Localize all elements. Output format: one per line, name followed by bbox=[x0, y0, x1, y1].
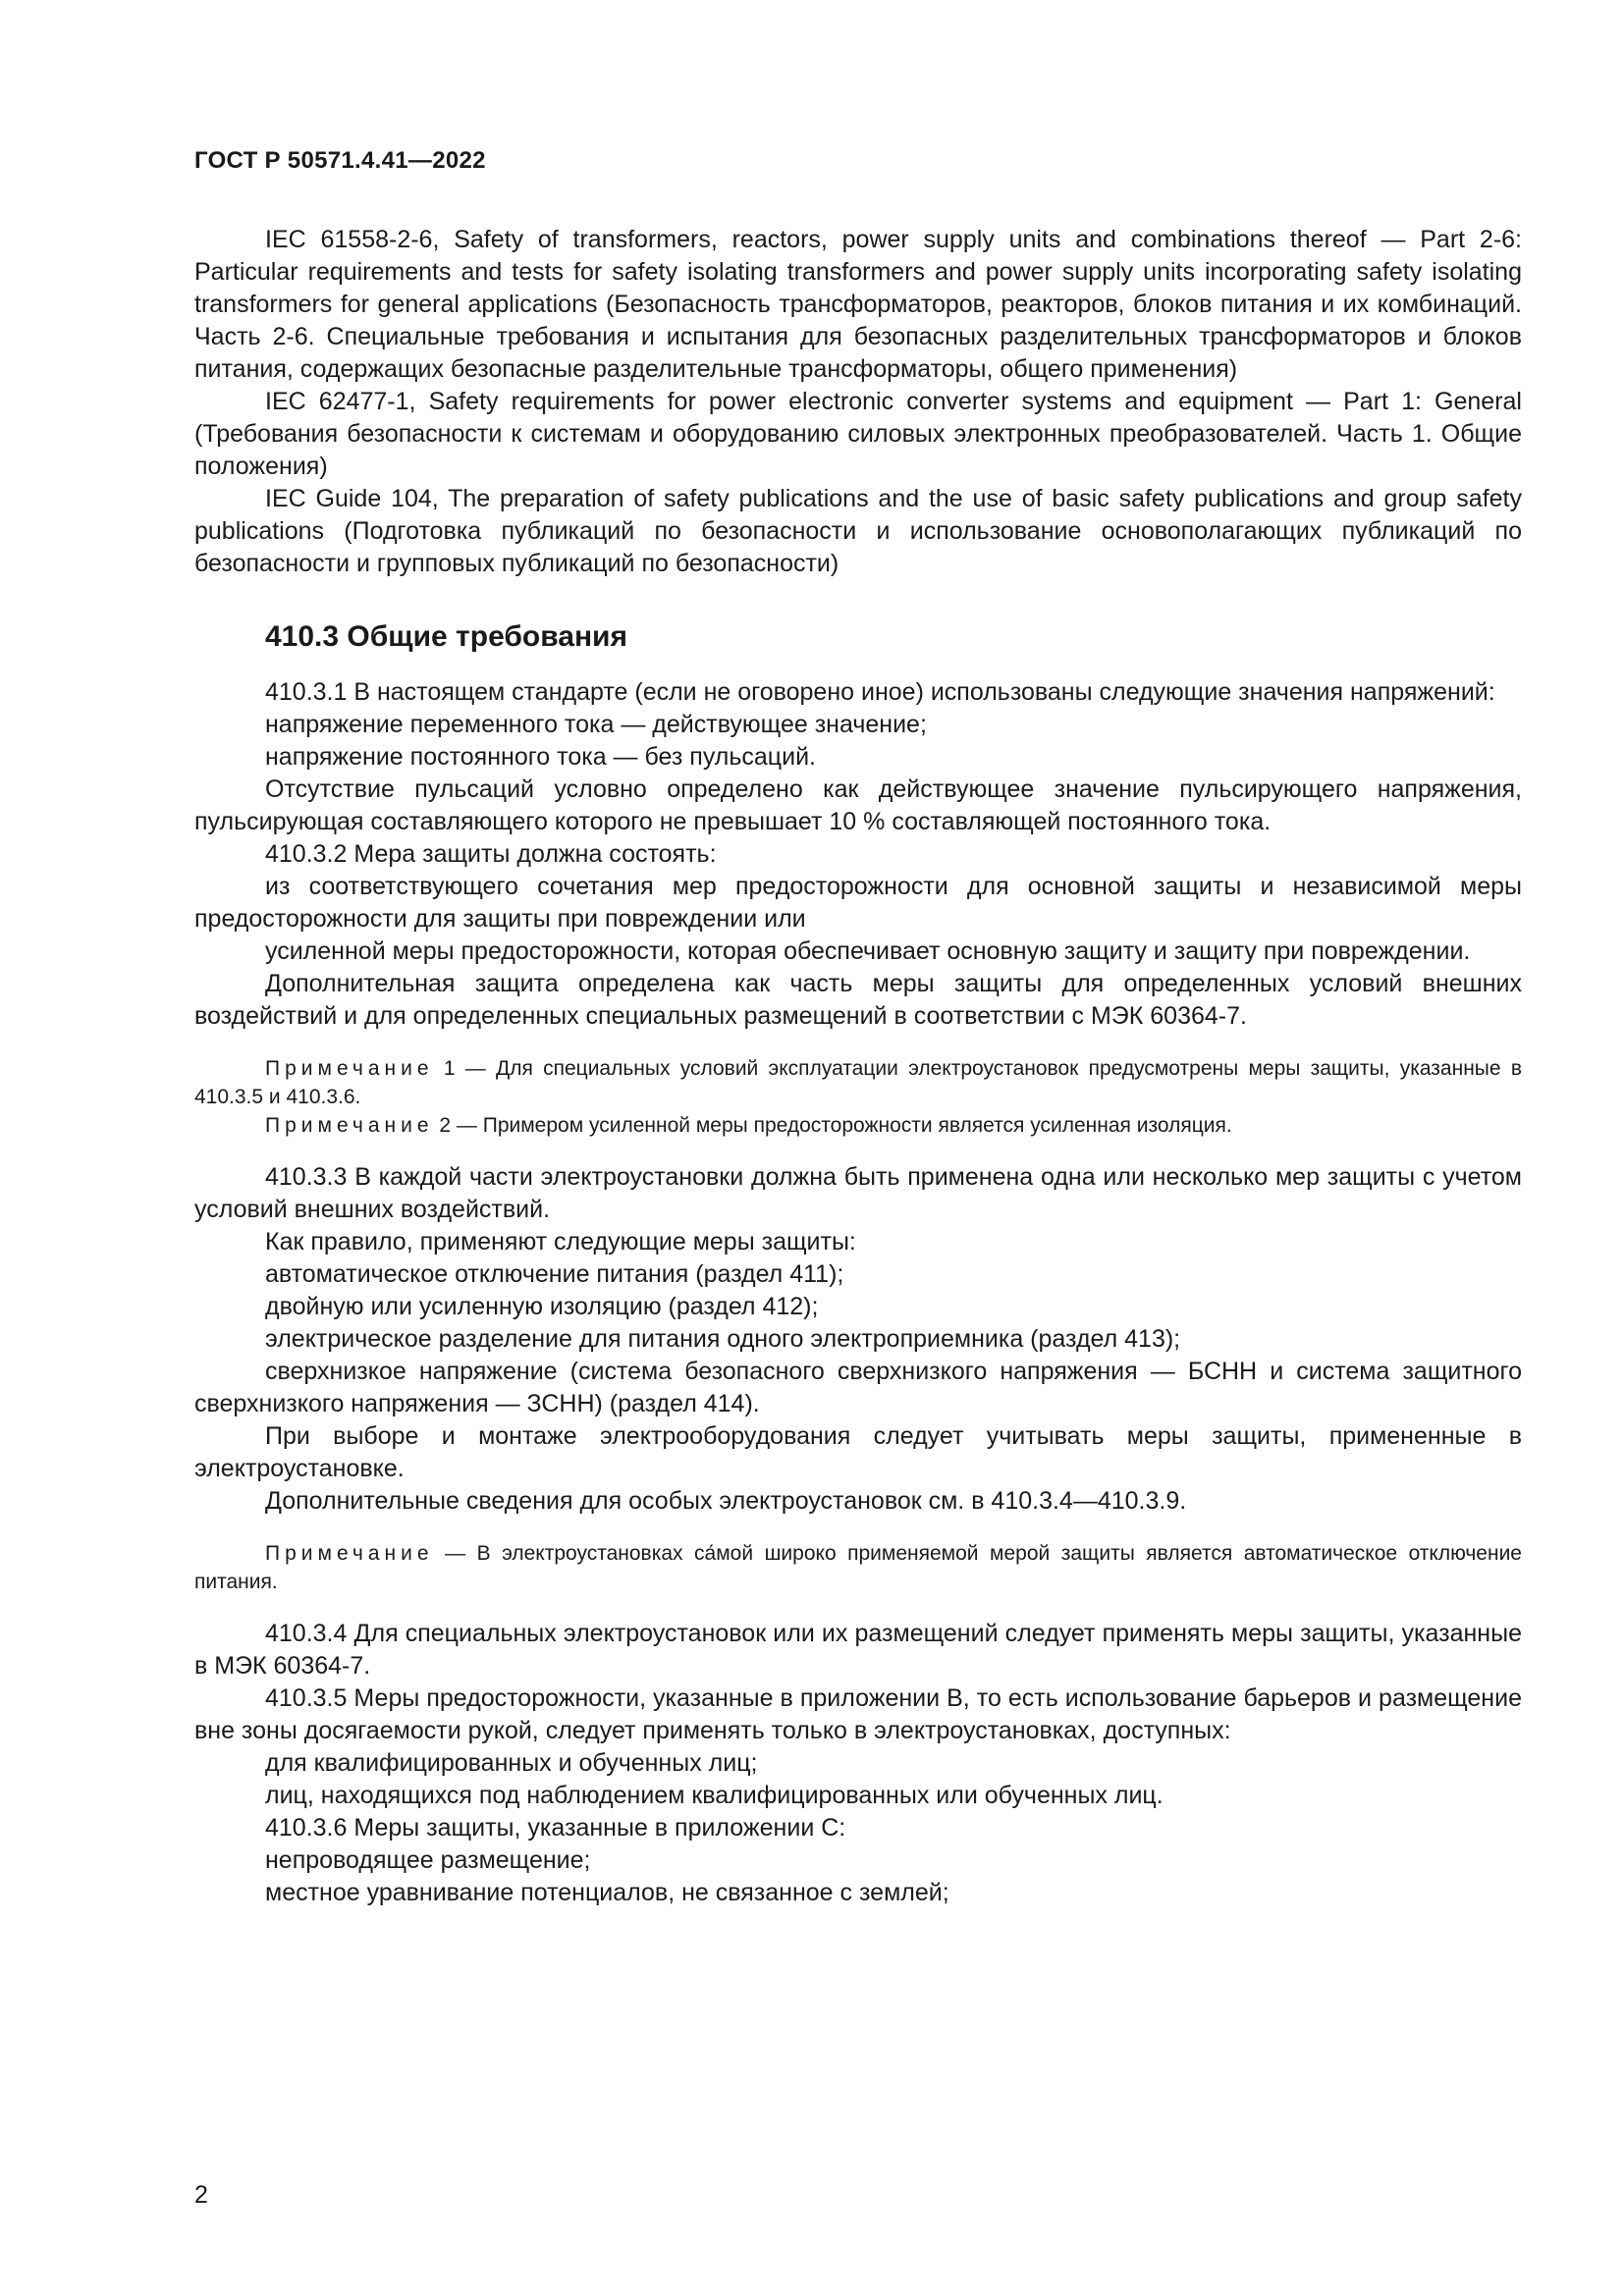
note-1 bbox=[194, 1054, 1522, 1111]
document-header: ГОСТ Р 50571.4.41—2022 bbox=[194, 147, 486, 174]
list-item: лиц, находящихся под наблюдением квалифицированных или обученных лиц. bbox=[265, 1782, 1164, 1809]
selection-paragraph: При выборе и монтаже электрооборудования следует учитывать меры защиты, примененные в электроустановке. bbox=[194, 1422, 1522, 1482]
note-3 bbox=[194, 1539, 1522, 1596]
clause-410-3-5: 410.3.5 Меры предосторожности, указанные в приложении В, то есть использование барьеров и размещение вне зоны досягаемости рукой, следует применять только в электроустановках, доступных: bbox=[194, 1684, 1522, 1744]
document-page bbox=[194, 0, 1522, 2296]
section-heading: 410.3 Общие требования bbox=[265, 620, 628, 653]
reference-iec-61558: IEC 61558-2-6, Safety of transformers, reactors, power supply units and combinations thereof — Part 2-6: Particular requirements and tests for safety isolating transformers and power supply units incorporating safety isolating transformers for general applications (Безопасность трансформаторов, реакторов, блоков питания и их комбинаций. Часть 2-6. Специальные требования и испытания для безопасных разделительных трансформаторов и блоков питания, содержащих безопасные разделительные трансформаторы, общего применения) bbox=[194, 226, 1522, 383]
list-item: непроводящее размещение; bbox=[265, 1846, 591, 1874]
list-item: Как правило, применяют следующие меры защиты: bbox=[265, 1228, 856, 1255]
clause-410-3-2: 410.3.2 Мера защиты должна состоять: bbox=[265, 840, 717, 868]
note-2 bbox=[194, 1111, 1522, 1140]
list-item: напряжение переменного тока — действующее значение; bbox=[265, 711, 927, 738]
note-text: 2 — Примером усиленной меры предосторожности является усиленная изоляция. bbox=[433, 1114, 1232, 1137]
clause-410-3-4: 410.3.4 Для специальных электроустановок или их размещений следует применять меры защиты, указанные в МЭК 60364-7. bbox=[194, 1620, 1522, 1680]
list-item: автоматическое отключение питания (раздел 411); bbox=[265, 1260, 844, 1288]
page-number: 2 bbox=[194, 2181, 208, 2209]
further-info-paragraph: Дополнительные сведения для особых электроустановок см. в 410.3.4—410.3.9. bbox=[265, 1487, 1187, 1515]
clause-410-3-6: 410.3.6 Меры защиты, указанные в приложении С: bbox=[265, 1814, 846, 1842]
note-label: Примечание bbox=[265, 1057, 434, 1080]
note-label: Примечание bbox=[265, 1542, 434, 1565]
list-item: напряжение постоянного тока — без пульсаций. bbox=[265, 743, 816, 771]
reference-iec-guide-104: IEC Guide 104, The preparation of safety publications and the use of basic safety publications and group safety publications (Подготовка публикаций по безопасности и использование основополагающих публикаций по безопасности и групповых публикаций по безопасности) bbox=[194, 485, 1522, 577]
note-text: — В электроустановках са́мой широко применяемой мерой защиты является автоматическое отключение питания. bbox=[194, 1542, 1522, 1593]
list-item: сверхнизкое напряжение (система безопасного сверхнизкого напряжения — БСНН и система защитного сверхнизкого напряжения — ЗСНН) (раздел 414). bbox=[194, 1358, 1522, 1417]
clause-410-3-3: 410.3.3 В каждой части электроустановки должна быть применена одна или несколько мер защиты с учетом условий внешних воздействий. bbox=[194, 1163, 1522, 1223]
list-item: двойную или усиленную изоляцию (раздел 412); bbox=[265, 1293, 819, 1320]
reference-iec-62477: IEC 62477-1, Safety requirements for power electronic converter systems and equipment — Part 1: General (Требования безопасности к системам и оборудованию силовых электронных преобразователей. Часть 1. Общие положения) bbox=[194, 388, 1522, 480]
clause-410-3-1: 410.3.1 В настоящем стандарте (если не оговорено иное) использованы следующие значения напряжений: bbox=[265, 678, 1495, 706]
list-item: электрическое разделение для питания одного электроприемника (раздел 413); bbox=[265, 1325, 1181, 1353]
list-item: из соответствующего сочетания мер предосторожности для основной защиты и независимой меры предосторожности для защиты при повреждении или bbox=[194, 873, 1522, 933]
list-item: усиленной меры предосторожности, которая обеспечивает основную защиту и защиту при повреждении. bbox=[265, 937, 1471, 965]
note-label: Примечание bbox=[265, 1114, 434, 1137]
list-item: для квалифицированных и обученных лиц; bbox=[265, 1749, 758, 1777]
ripple-definition: Отсутствие пульсаций условно определено как действующее значение пульсирующего напряжения, пульсирующая составляющего которого не превышает 10 % составляющей постоянного тока. bbox=[194, 775, 1522, 835]
note-text: 1 — Для специальных условий эксплуатации электроустановок предусмотрены меры защиты, указанные в 410.3.5 и 410.3.6. bbox=[194, 1057, 1522, 1108]
document-body bbox=[194, 224, 1522, 1909]
list-item: местное уравнивание потенциалов, не связанное с землей; bbox=[265, 1879, 949, 1906]
additional-protection: Дополнительная защита определена как часть меры защиты для определенных условий внешних воздействий и для определенных специальных размещений в соответствии с МЭК 60364-7. bbox=[194, 970, 1522, 1030]
